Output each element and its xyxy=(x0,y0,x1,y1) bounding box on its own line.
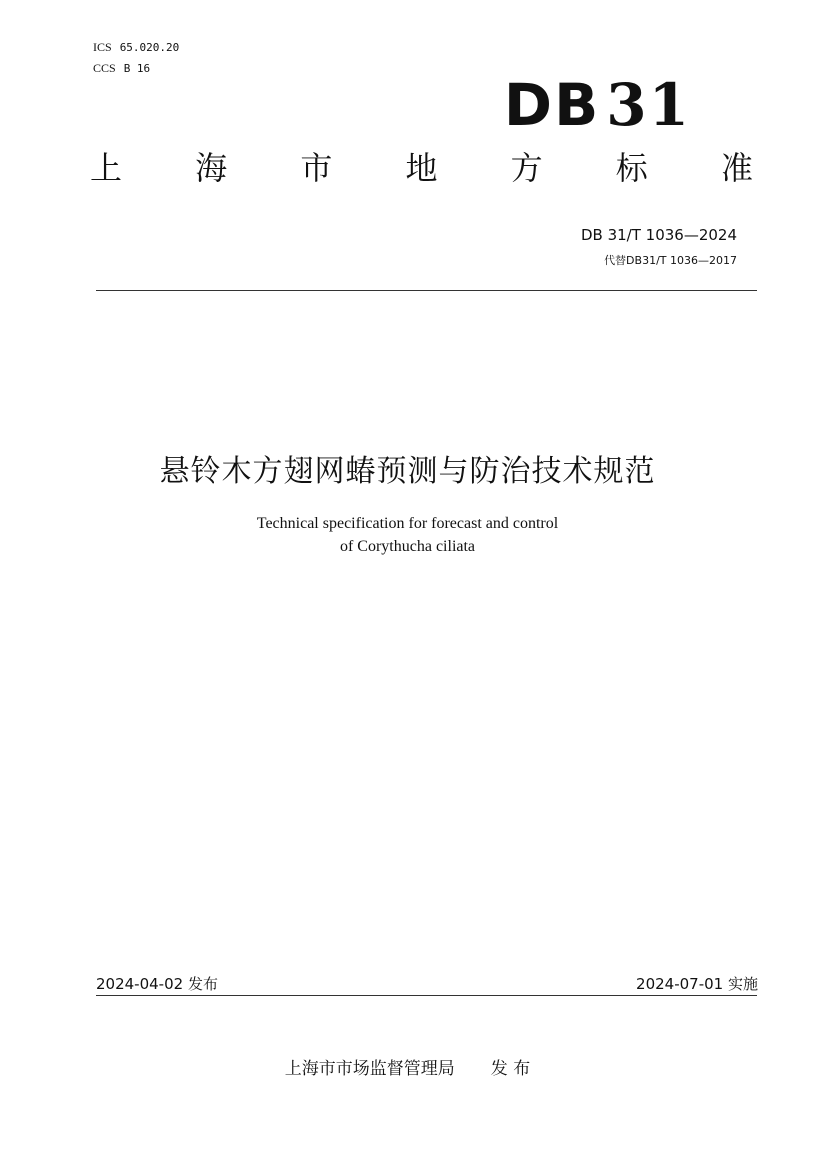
standard-type-char: 标 xyxy=(615,149,648,187)
header-divider xyxy=(96,290,757,291)
ccs-label: CCS xyxy=(93,61,116,75)
ics-label: ICS xyxy=(93,40,112,54)
standard-type-char: 地 xyxy=(405,149,438,187)
standard-type-char: 方 xyxy=(510,149,543,187)
standard-mark xyxy=(503,71,691,139)
standard-number: DB 31/T 1036—2024 xyxy=(580,226,737,244)
footer-divider xyxy=(96,995,757,996)
title-english-line2: of Corythucha ciliata xyxy=(339,538,476,555)
ccs-line xyxy=(93,61,150,76)
standard-mark-prefix: DB xyxy=(503,71,601,139)
ccs-code: B 16 xyxy=(123,62,151,75)
title-chinese: 悬铃木方翅网蝽预测与防治技术规范 xyxy=(159,454,656,489)
replaces-note: 代替DB31/T 1036—2017 xyxy=(604,254,737,267)
ics-line xyxy=(93,40,179,55)
issuer-name: 上海市市场监督管理局 xyxy=(284,1059,455,1079)
standard-type-char: 海 xyxy=(195,149,228,187)
ics-code: 65.020.20 xyxy=(119,41,180,54)
standard-type-title xyxy=(90,149,753,187)
issuer-line xyxy=(0,1054,815,1079)
standard-mark-number: 31 xyxy=(606,71,691,139)
implement-date: 2024-07-01 实施 xyxy=(636,975,758,993)
standard-type-char: 准 xyxy=(720,149,753,187)
standard-type-char: 市 xyxy=(300,149,333,187)
standard-type-char: 上 xyxy=(90,149,123,187)
title-english-line1: Technical specification for forecast and control xyxy=(256,515,559,532)
issue-date: 2024-04-02 发布 xyxy=(96,975,218,993)
issue-word: 发 布 xyxy=(490,1059,531,1079)
